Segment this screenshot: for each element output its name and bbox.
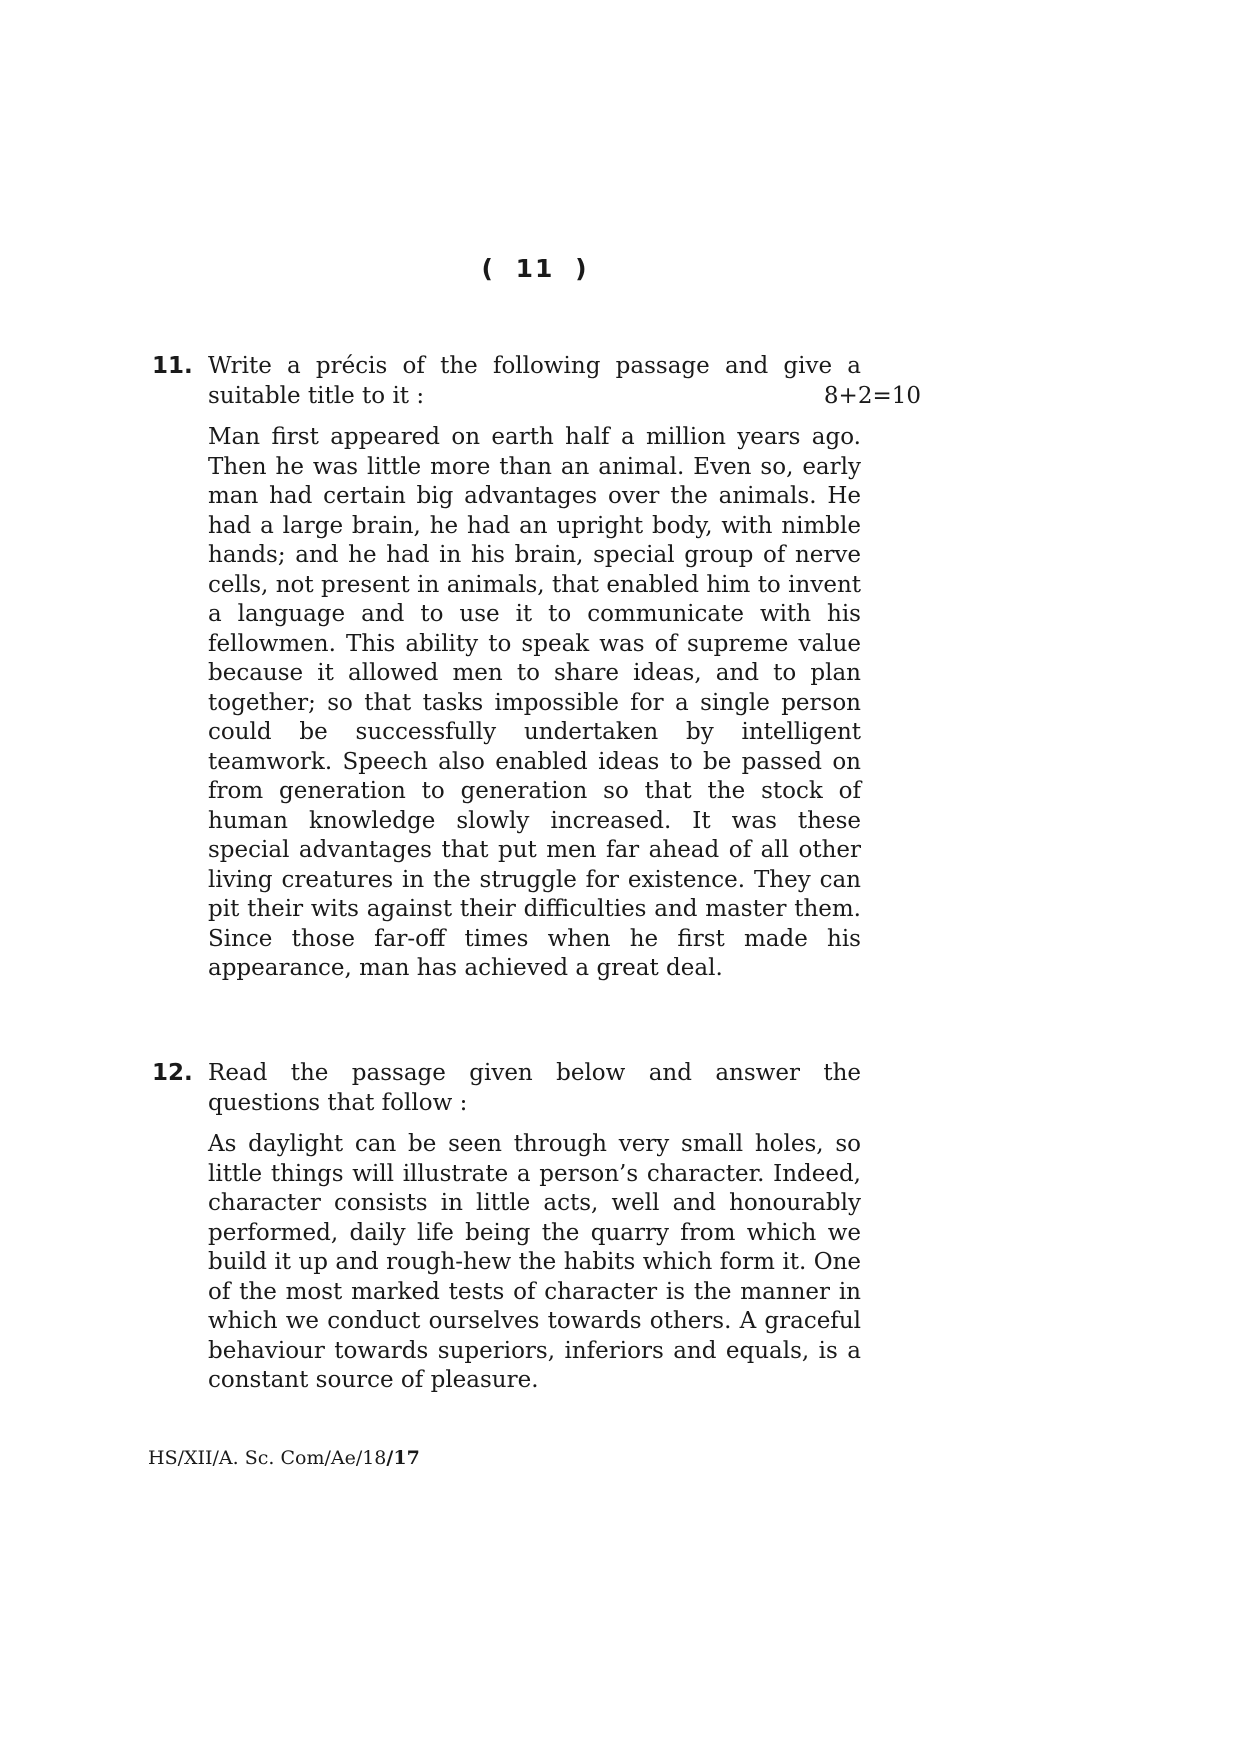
question-instruction (208, 1058, 861, 1118)
instruction-line-2-text: suitable title to it : (208, 383, 425, 409)
page-number: ( 11 ) (481, 254, 589, 283)
question-12 (152, 1058, 922, 1419)
instruction-line-1: Write a précis of the following passage and give a (208, 353, 861, 379)
question-11 (152, 351, 922, 1007)
marks-allocation: 8+2=10 (823, 383, 921, 409)
instruction-line-2 (208, 381, 921, 411)
question-body (208, 351, 921, 984)
footer-code-bold: /17 (386, 1447, 420, 1469)
passage-text: Man first appeared on earth half a million years ago. Then he was little more than an animal. Even so, early man had certain big advantages over the animals. He had a large brain, he had an upright body, with nimble hands; and he had in his brain, special group of nerve cells, not present in animals, that enabled him to invent a language and to use it to communicate with his fellowmen. This ability to speak was of supreme value because it allowed men to share ideas, and to plan together; so that tasks impossible for a single person could be successfully undertaken by intelligent teamwork. Speech also enabled ideas to be passed on from generation to generation so that the stock of human knowledge slowly increased. It was these special advantages that put men far ahead of all other living creatures in the struggle for existence. They can pit their wits against their difficulties and master them. Since those far-off times when he first made his appearance, man has achieved a great deal. (208, 424, 861, 981)
instruction-line-2: questions that follow : (208, 1090, 468, 1116)
question-number: 12. (152, 1060, 193, 1086)
question-body (208, 1058, 861, 1396)
question-number: 11. (152, 353, 193, 379)
question-instruction (208, 351, 921, 411)
passage-text: As daylight can be seen through very small holes, so little things will illustrate a person’s character. Indeed, character consists in little acts, well and honourably performed, daily life being the quarry from which we build it up and rough-hew the habits which form it. One of the most marked tests of character is the manner in which we conduct ourselves towards others. A graceful behaviour towards superiors, inferiors and equals, is a constant source of pleasure. (208, 1131, 861, 1393)
footer-code (148, 1446, 420, 1470)
footer-code-text: HS/XII/A. Sc. Com/Ae/18 (148, 1447, 387, 1469)
instruction-line-1: Read the passage given below and answer the (208, 1060, 861, 1086)
